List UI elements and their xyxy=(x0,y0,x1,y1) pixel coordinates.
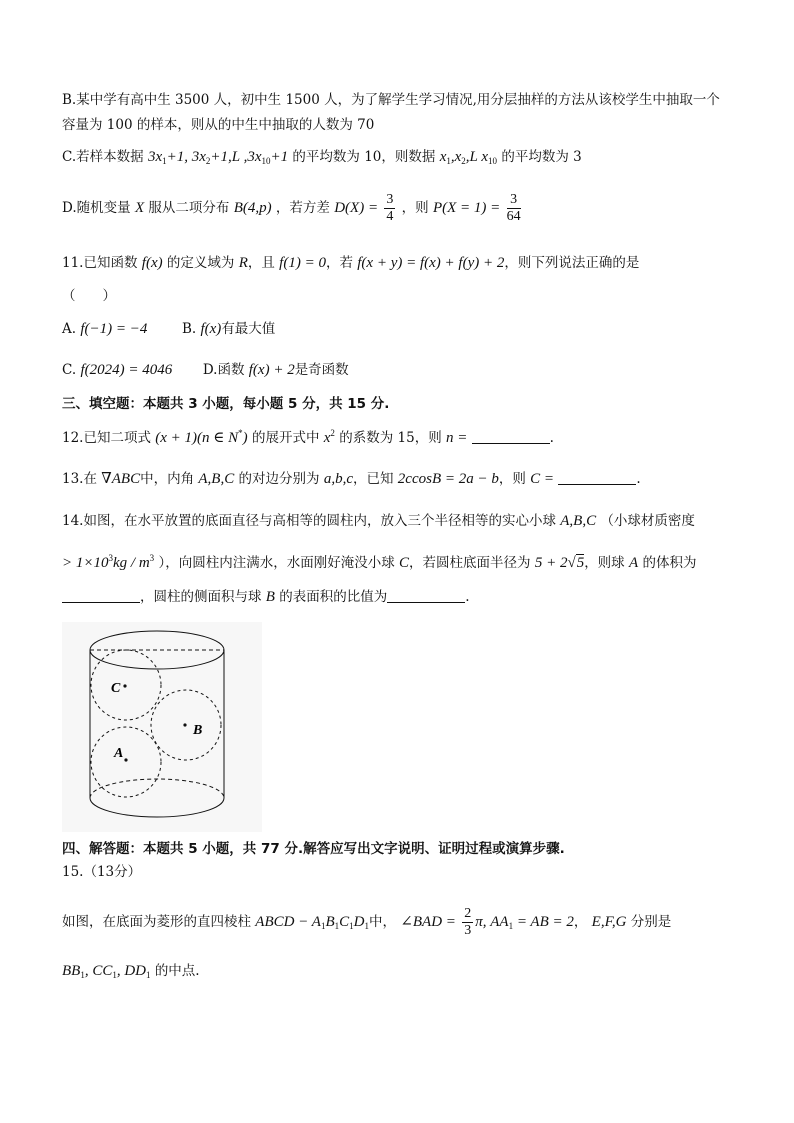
section-4-heading: 四、解答题：本题共 5 小题，共 77 分.解答应写出文字说明、证明过程或演算步骤. xyxy=(62,841,565,857)
q11-a-label: A. xyxy=(62,321,77,337)
q11-c-label: C. xyxy=(62,362,77,378)
ball-a-center xyxy=(124,758,127,761)
q12-line: 12.已知二项式 (x + 1)(n ∈ N*) 的展开式中 $x^2$ 的系数为 15，则 n = . xyxy=(62,428,554,446)
label-b: B xyxy=(193,723,203,738)
q13-line: 13.在 ∇ABC中，内角 A,B,C 的对边分别为 a,b,c，已知 2ccosB = 2a − b，则 C = . xyxy=(62,471,641,487)
q14-line3: ，圆柱的侧面积与球 B 的表面积的比值为 . xyxy=(62,588,470,607)
q11-c-value: f(2024) = 4046 xyxy=(80,362,173,378)
option-c-line xyxy=(62,148,582,167)
var-x: X xyxy=(134,200,145,217)
q14-line1 xyxy=(62,512,695,531)
q15-angle-post: π, $AA_1$ = AB = 2 xyxy=(475,914,574,932)
label-c: C xyxy=(111,681,121,696)
q14-l3-post: 的表面积的比值为 xyxy=(279,589,388,605)
q14-answer-blank-1[interactable] xyxy=(62,590,140,603)
q14-l2-post: ，则球 xyxy=(584,555,625,571)
option-d-line xyxy=(62,192,523,225)
q11-b-label: B. xyxy=(181,321,197,337)
q14-ball-a: A xyxy=(628,555,639,571)
option-d-mid2: ，若方差 xyxy=(275,200,330,217)
q12-mid: 的展开式中 xyxy=(251,430,320,446)
q14-answer-blank-2[interactable] xyxy=(387,590,465,603)
q14-l2-mid: ），向圆柱内注满水，水面刚好淹没小球 xyxy=(158,555,395,571)
option-c-data2: $x_1,x_2,L$ $x_{10}$ xyxy=(439,149,498,166)
option-b-text2: 容量为 100 的样本，则从的中生中抽取的人数为 70 xyxy=(62,117,375,133)
q15-line1: 如图，在底面为菱形的直四棱柱 ABCD − $A_1B_1C_1D_1$中， ∠BAD = $\frac{2}{3}$ π, $AA_1$ = AB = 2， E,F,G 分别是 xyxy=(62,906,672,939)
q12-post: 的系数为 15，则 xyxy=(339,430,442,446)
q13-mid1: 中，内角 xyxy=(140,471,195,487)
q15-header: 15.（13分） xyxy=(62,864,142,880)
option-b-line1 xyxy=(62,92,720,109)
q13-angles: A,B,C xyxy=(198,471,235,487)
q11-line xyxy=(62,254,639,273)
q13-sides: a,b,c xyxy=(323,471,353,487)
q11-mid3: ，若 xyxy=(325,255,353,271)
option-c-data: $3x_1+1$, $3x_2+1,L$ $,3x_{10}+1$ xyxy=(147,149,289,166)
q15-prism: ABCD − $A_1B_1C_1D_1$ xyxy=(255,914,370,932)
q11-r: R xyxy=(238,255,248,271)
q14-balls: A,B,C xyxy=(560,513,597,529)
q12-pre: 12.已知二项式 xyxy=(62,430,151,446)
binom-dist: B(4,p) xyxy=(233,200,272,217)
q14-density: > $1\times 10^3kg / m^3$ xyxy=(62,553,155,571)
q13-pre: 13.在 xyxy=(62,471,97,487)
prob-lhs: P(X = 1) = xyxy=(432,200,501,217)
q11-d-label: D.函数 xyxy=(202,362,245,378)
q15-midpoints: $BB_1$, $CC_1$, $DD_1$ xyxy=(62,963,151,980)
q14-pre: 14.如图，在水平放置的底面直径与高相等的圆柱内，放入三个半径相等的实心小球 xyxy=(62,513,556,529)
q13-c: C = xyxy=(530,471,555,487)
q11-d-expr: f(x) + 2 xyxy=(248,362,295,378)
q13-cond: 2ccosB = 2a − b xyxy=(397,471,499,487)
q13-mid4: ，则 xyxy=(498,471,526,487)
option-c-mid: 的平均数为 10，则数据 xyxy=(292,149,436,165)
q15-angle-fraction: $\frac{2}{3}$ xyxy=(464,906,472,939)
q11-post: ，则下列说法正确的是 xyxy=(504,255,640,271)
q14-l3-mid: ，圆柱的侧面积与球 xyxy=(140,589,262,605)
prob-fraction: $\frac{3}{64}$ xyxy=(506,192,521,225)
q14-ball-c: C xyxy=(399,555,410,571)
q15-line2 xyxy=(62,962,200,981)
figure-background xyxy=(62,622,262,832)
q13-mid2: 的对边分别为 xyxy=(238,471,320,487)
option-b-line2 xyxy=(62,117,374,134)
q15-mid: 中， xyxy=(369,914,397,931)
option-d-pre: D.随机变量 xyxy=(62,200,131,217)
q11-mid1: 的定义域为 xyxy=(166,255,235,271)
q13-mid3: ，已知 xyxy=(353,471,394,487)
q15-post: 分别是 xyxy=(630,914,672,931)
q11-pre: 11.已知函数 xyxy=(62,255,138,271)
q11-b-fx: f(x) xyxy=(200,321,222,337)
q11-options-ab xyxy=(62,320,275,339)
q14-paren: （小球材质密度 xyxy=(600,513,695,529)
q11-f1: f(1) = 0 xyxy=(279,255,326,271)
label-a: A xyxy=(114,746,124,761)
q15-pre: 如图，在底面为菱形的直四棱柱 xyxy=(62,914,251,931)
variance-fraction: $\frac{3}{4}$ xyxy=(386,192,394,225)
q14-ball-b: B xyxy=(265,589,275,605)
q13-triangle: ∇ABC xyxy=(101,471,141,487)
option-d-mid3: ，则 xyxy=(401,200,429,217)
section-3-heading: 三、填空题：本题共 3 小题，每小题 5 分，共 15 分. xyxy=(62,396,390,412)
ball-c-center xyxy=(123,684,126,687)
q11-paren: （ ） xyxy=(62,288,116,304)
q12-answer-blank[interactable] xyxy=(472,431,550,444)
ball-b-center xyxy=(183,723,186,726)
q15-l2-post: 的中点. xyxy=(154,963,200,979)
q11-options-cd xyxy=(62,361,349,380)
q12-binom: (x + 1)(n ∈ N*) xyxy=(155,428,248,446)
option-b-text1: B.某中学有高中生 3500 人，初中生 1500 人，为了解学生学习情况,用分层抽样的方法从该校学生中抽取一个 xyxy=(62,92,720,108)
q11-fx: f(x) xyxy=(141,255,163,271)
q11-a-value: f(−1) = −4 xyxy=(80,321,148,337)
option-c-post: 的平均数为 3 xyxy=(501,149,582,165)
q11-b-text: 有最大值 xyxy=(221,321,276,337)
q12-x2: $x^2$ xyxy=(323,428,335,446)
variance-lhs: D(X) = xyxy=(334,200,379,217)
option-d-mid1: 服从二项分布 xyxy=(148,200,230,217)
q11-funceq: f(x + y) = f(x) + f(y) + 2 xyxy=(357,255,505,271)
q11-mid2: ，且 xyxy=(247,255,275,271)
option-c-pre: C.若样本数据 xyxy=(62,149,144,165)
q13-answer-blank[interactable] xyxy=(558,472,636,485)
q14-l2-end: 的体积为 xyxy=(642,555,697,571)
q15-angle: ∠BAD = xyxy=(400,914,456,931)
cylinder-figure xyxy=(62,622,262,832)
q14-radius: 5 + 2√5 xyxy=(534,555,585,571)
q15-efg: E,F,G xyxy=(591,914,627,931)
q14-line2 xyxy=(62,553,696,573)
q11-d-text: 是奇函数 xyxy=(294,362,349,378)
q14-l2-mid2: ，若圆柱底面半径为 xyxy=(409,555,531,571)
q12-n: n = xyxy=(446,430,468,446)
